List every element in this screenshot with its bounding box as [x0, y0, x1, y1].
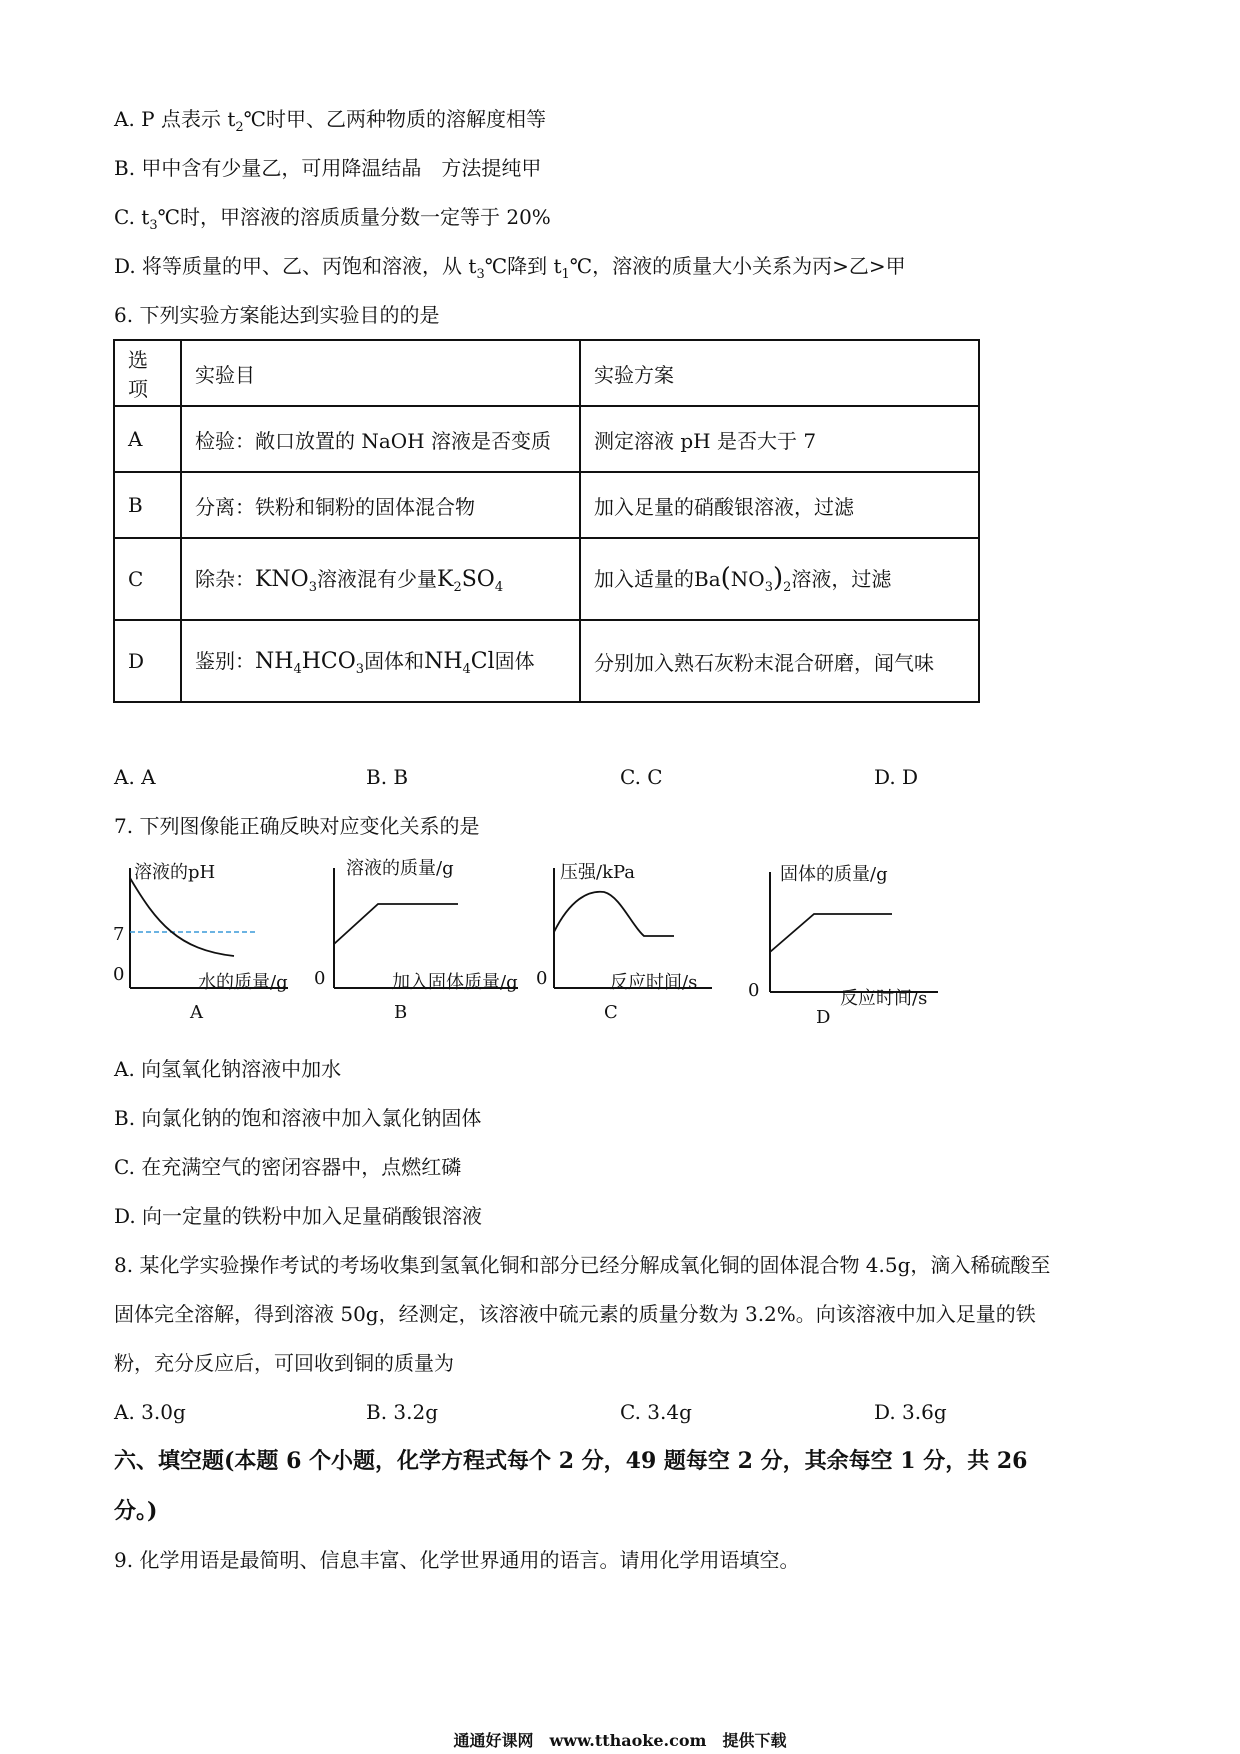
q7-choice-d: D. 向一定量的铁粉中加入足量硝酸银溶液 [114, 1204, 483, 1228]
choice-b: B. 3.2g [366, 1400, 439, 1424]
table-row [114, 472, 979, 538]
q5-option-a: A. P 点表示 $t_2℃$时甲、乙两种物质的溶解度相等 [114, 107, 547, 135]
q7-choice-a: A. 向氢氧化钠溶液中加水 [114, 1057, 342, 1081]
q6-stem: 6. 下列实验方案能达到实验目的的是 [114, 303, 440, 327]
q7-stem: 7. 下列图像能正确反映对应变化关系的是 [114, 814, 480, 838]
choice-d: D. D [874, 765, 919, 789]
q8-line-2: 固体完全溶解，得到溶液 50g，经测定，该溶液中硫元素的质量分数为 3.2%。向该溶液中加入足量的铁 [114, 1302, 1036, 1326]
origin-label: 0 [314, 968, 326, 989]
mass-line [334, 904, 458, 944]
section-heading-line-1: 六、填空题(本题 6 个小题，化学方程式每个 2 分，49 题每空 2 分，其余每空 1 分，共 26 [114, 1448, 1028, 1474]
q6-choices [114, 764, 1124, 790]
q8-line-1: 8. 某化学实验操作考试的考场收集到氢氧化铜和部分已经分解成氧化铜的固体混合物 4.5g，滴入稀硫酸至 [114, 1253, 1051, 1277]
row-goal: 检验：敞口放置的 NaOH 溶液是否变质 [181, 406, 580, 472]
x-axis-label: 加入固体质量/g [392, 972, 518, 993]
q8-line-3: 粉，充分反应后，可回收到铜的质量为 [114, 1351, 454, 1375]
graph-b-plot [314, 858, 528, 1030]
choice-a: A. 3.0g [114, 1400, 186, 1424]
origin-label: 0 [536, 968, 548, 989]
header-goal: 实验目 [181, 340, 580, 406]
q8-choices [114, 1399, 1124, 1425]
tick-7: 7 [113, 924, 125, 945]
q5-option-b: B. 甲中含有少量乙，可用降温结晶 方法提纯甲 [114, 156, 542, 180]
row-option: B [114, 472, 181, 538]
row-option: C [114, 538, 181, 620]
table-row [114, 620, 979, 702]
graph-a-plot [108, 860, 308, 1030]
row-goal: 分离：铁粉和铜粉的固体混合物 [181, 472, 580, 538]
row-plan: 加入足量的硝酸银溶液，过滤 [580, 472, 979, 538]
q9-stem: 9. 化学用语是最简明、信息丰富、化学世界通用的语言。请用化学用语填空。 [114, 1548, 800, 1572]
table-header-row [114, 340, 979, 406]
graph-d [748, 860, 954, 1030]
y-axis-label: 固体的质量/g [780, 864, 888, 885]
row-option: A [114, 406, 181, 472]
row-plan: 分别加入熟石灰粉末混合研磨，闻气味 [580, 620, 979, 702]
origin-label: 0 [113, 964, 125, 985]
graph-c-plot [536, 860, 720, 1030]
q7-choice-c: C. 在充满空气的密闭容器中，点燃红磷 [114, 1155, 462, 1179]
graph-id: C [604, 1002, 618, 1023]
graph-id: A [190, 1002, 203, 1023]
graph-id: B [394, 1002, 408, 1023]
y-axis-label: 溶液的pH [134, 862, 216, 883]
row-goal: 除杂：$KNO_3$溶液混有少量$K_2SO_4$ [181, 538, 580, 620]
graph-a [108, 860, 308, 1030]
graph-id: D [816, 1007, 831, 1028]
y-axis-label: 压强/kPa [560, 862, 636, 883]
choice-d: D. 3.6g [874, 1400, 947, 1424]
row-plan: 加入适量的$Ba(NO_3)_2$溶液，过滤 [580, 538, 979, 620]
header-option: 选项 [114, 340, 181, 406]
graph-d-plot [748, 860, 954, 1030]
q5-option-c: C. $t_3℃$时，甲溶液的溶质质量分数一定等于 20% [114, 205, 551, 233]
x-axis-label: 反应时间/s [840, 988, 928, 1009]
choice-b: B. B [366, 765, 409, 789]
origin-label: 0 [748, 980, 760, 1001]
choice-c: C. C [620, 765, 663, 789]
footer-source: 通通好课网 www.tthaoke.com 提供下载 [453, 1731, 787, 1750]
solid-mass-line [770, 914, 892, 952]
pressure-curve [554, 892, 674, 936]
choice-c: C. 3.4g [620, 1400, 692, 1424]
row-goal: 鉴别：$NH_4HCO_3$固体和$NH_4Cl$固体 [181, 620, 580, 702]
table-row [114, 406, 979, 472]
row-option: D [114, 620, 181, 702]
q5-option-d: D. 将等质量的甲、乙、丙饱和溶液，从 $t_3℃$降到 $t_1℃$，溶液的质量大小关系为丙>乙>甲 [114, 254, 906, 282]
graph-c [536, 860, 720, 1030]
y-axis-label: 溶液的质量/g [346, 858, 454, 879]
q7-choice-b: B. 向氯化钠的饱和溶液中加入氯化钠固体 [114, 1106, 482, 1130]
choice-a: A. A [114, 765, 156, 789]
ph-curve [130, 878, 234, 956]
section-heading-line-2: 分。) [114, 1498, 158, 1524]
graph-b [314, 858, 528, 1030]
x-axis-label: 水的质量/g [198, 972, 288, 993]
experiment-table [113, 339, 980, 703]
table-row [114, 538, 979, 620]
header-plan: 实验方案 [580, 340, 979, 406]
row-plan: 测定溶液 pH 是否大于 7 [580, 406, 979, 472]
x-axis-label: 反应时间/s [610, 972, 698, 993]
